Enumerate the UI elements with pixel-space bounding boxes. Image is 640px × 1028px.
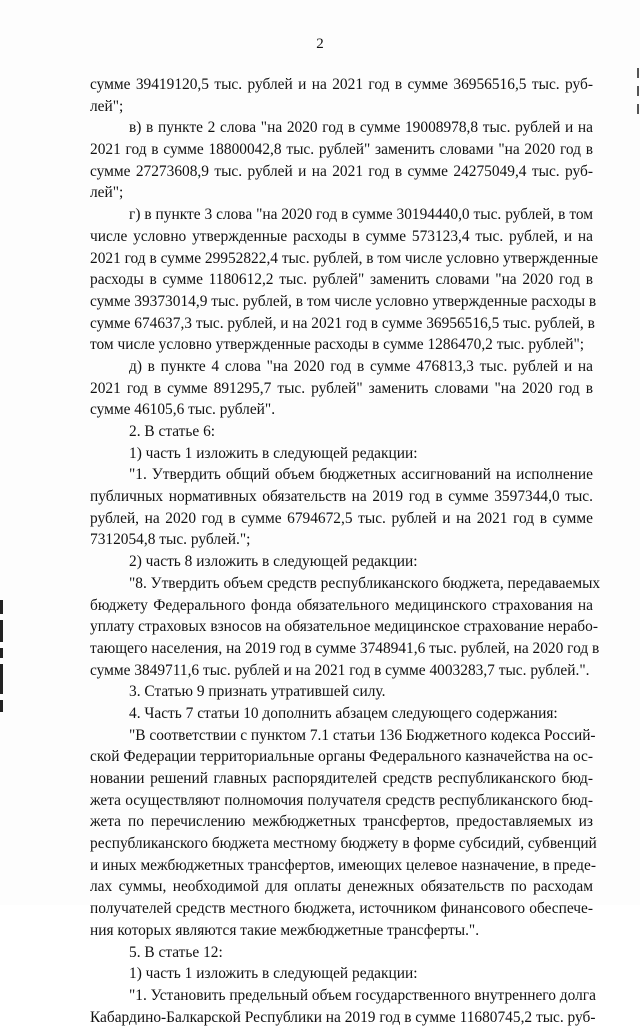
text-line: сумме 46105,6 тыс. рублей". <box>90 401 276 419</box>
text-line: бюджету Федерального фонда обязательного медицинского страхования на <box>90 596 593 614</box>
text-line: сумме 39419120,5 тыс. рублей и на 2021 год в сумме 36956516,5 тыс. руб- <box>90 76 593 93</box>
text-line: 4. Часть 7 статьи 10 дополнить абзацем следующего содержания: <box>129 704 558 722</box>
text-line: том числе условно утвержденные расходы в сумме 1286470,2 тыс. рублей"; <box>90 336 585 354</box>
text-line: сумме 674637,3 тыс. рублей, и на 2021 год в сумме 36956516,5 тыс. рублей, в <box>90 314 595 332</box>
text-line: 1) часть 1 изложить в следующей редакции: <box>129 965 418 983</box>
text-line: расходы в сумме 1180612,2 тыс. рублей" заменить словами "на 2020 год в <box>90 271 593 289</box>
text-line: 2. В статье 6: <box>129 423 216 440</box>
text-line: уплату страховых взносов на обязательное медицинское страхование нерабо- <box>90 618 598 636</box>
text-line: жета по перечислению межбюджетных трансфертов, предоставляемых из <box>90 813 593 831</box>
text-line: 2021 год в сумме 891295,7 тыс. рублей" заменить словами "на 2020 год в <box>90 379 593 397</box>
text-line: лей"; <box>90 97 124 115</box>
text-line: новании решений главных распорядителей средств республиканского бюд- <box>90 770 593 787</box>
text-line: 5. В статье 12: <box>129 943 223 961</box>
document-body <box>90 74 601 1028</box>
text-line: "1. Утвердить общий объем бюджетных ассигнований на исполнение <box>129 466 593 484</box>
text-line: сумме 39373014,9 тыс. рублей, в том числе условно утвержденные расходы в <box>90 292 597 310</box>
text-line: числе условно утвержденные расходы в сумме 573123,4 тыс. рублей, и на <box>90 227 593 245</box>
text-line: 2021 год в сумме 18800042,8 тыс. рублей" заменить словами "на 2020 год в <box>90 141 593 159</box>
scan-edge-marks-left <box>0 600 8 780</box>
text-line: 2) часть 8 изложить в следующей редакции: <box>129 553 418 571</box>
text-line: тающего населения, на 2019 год в сумме 3748941,6 тыс. рублей, на 2020 год в <box>90 639 600 657</box>
text-line: 2021 год в сумме 29952822,4 тыс. рублей, в том числе условно утвержденные <box>90 249 599 267</box>
text-line: сумме 3849711,6 тыс. рублей и на 2021 год в сумме 4003283,7 тыс. рублей.". <box>90 661 590 679</box>
text-line: 7312054,8 тыс. рублей."; <box>90 531 251 549</box>
text-line: ской Федерации территориальные органы Федерального казначейства на ос- <box>90 748 593 766</box>
text-line: и иных межбюджетных трансфертов, имеющих целевое назначение, в преде- <box>90 856 596 874</box>
text-line: "1. Установить предельный объем государственного внутреннего долга <box>129 986 596 1004</box>
text-line: сумме 27273608,9 тыс. рублей и на 2021 год в сумме 24275049,4 тыс. руб- <box>90 162 593 180</box>
text-line: рублей, на 2020 год в сумме 6794672,5 тыс. рублей и на 2021 год в сумме <box>90 509 593 527</box>
text-line: "8. Утвердить объем средств республиканского бюджета, передаваемых <box>129 574 601 592</box>
page-number: 2 <box>316 36 324 52</box>
scan-edge-marks-right <box>634 60 640 120</box>
text-line: в) в пункте 2 слова "на 2020 год в сумме 19008978,8 тыс. рублей и на <box>129 119 593 137</box>
text-line: лах суммы, необходимой для оплаты денежных обязательств по расходам <box>90 878 593 896</box>
text-line: публичных нормативных обязательств на 2019 год в сумме 3597344,0 тыс. <box>90 488 593 506</box>
text-line: получателей средств местного бюджета, источником финансового обеспече- <box>90 900 593 918</box>
text-line: лей"; <box>90 184 124 202</box>
text-line: д) в пункте 4 слова "на 2020 год в сумме 476813,3 тыс. рублей и на <box>129 357 593 375</box>
text-line: жета осуществляют полномочия получателя средств республиканского бюд- <box>90 791 593 809</box>
text-line: республиканского бюджета местному бюджету в форме субсидий, субвенций <box>90 835 597 853</box>
text-line: "В соответствии с пунктом 7.1 статьи 136 Бюджетного кодекса Россий- <box>129 726 596 744</box>
text-line: 3. Статью 9 признать утратившей силу. <box>129 683 386 701</box>
text-line: 1) часть 1 изложить в следующей редакции: <box>129 444 418 462</box>
text-line: ния которых являются такие межбюджетные трансферты.". <box>90 921 480 939</box>
text-line: Кабардино-Балкарской Республики на 2019 год в сумме 11680745,2 тыс. руб- <box>90 1008 596 1026</box>
text-line: г) в пункте 3 слова "на 2020 год в сумме 30194440,0 тыс. рублей, в том <box>129 206 593 224</box>
